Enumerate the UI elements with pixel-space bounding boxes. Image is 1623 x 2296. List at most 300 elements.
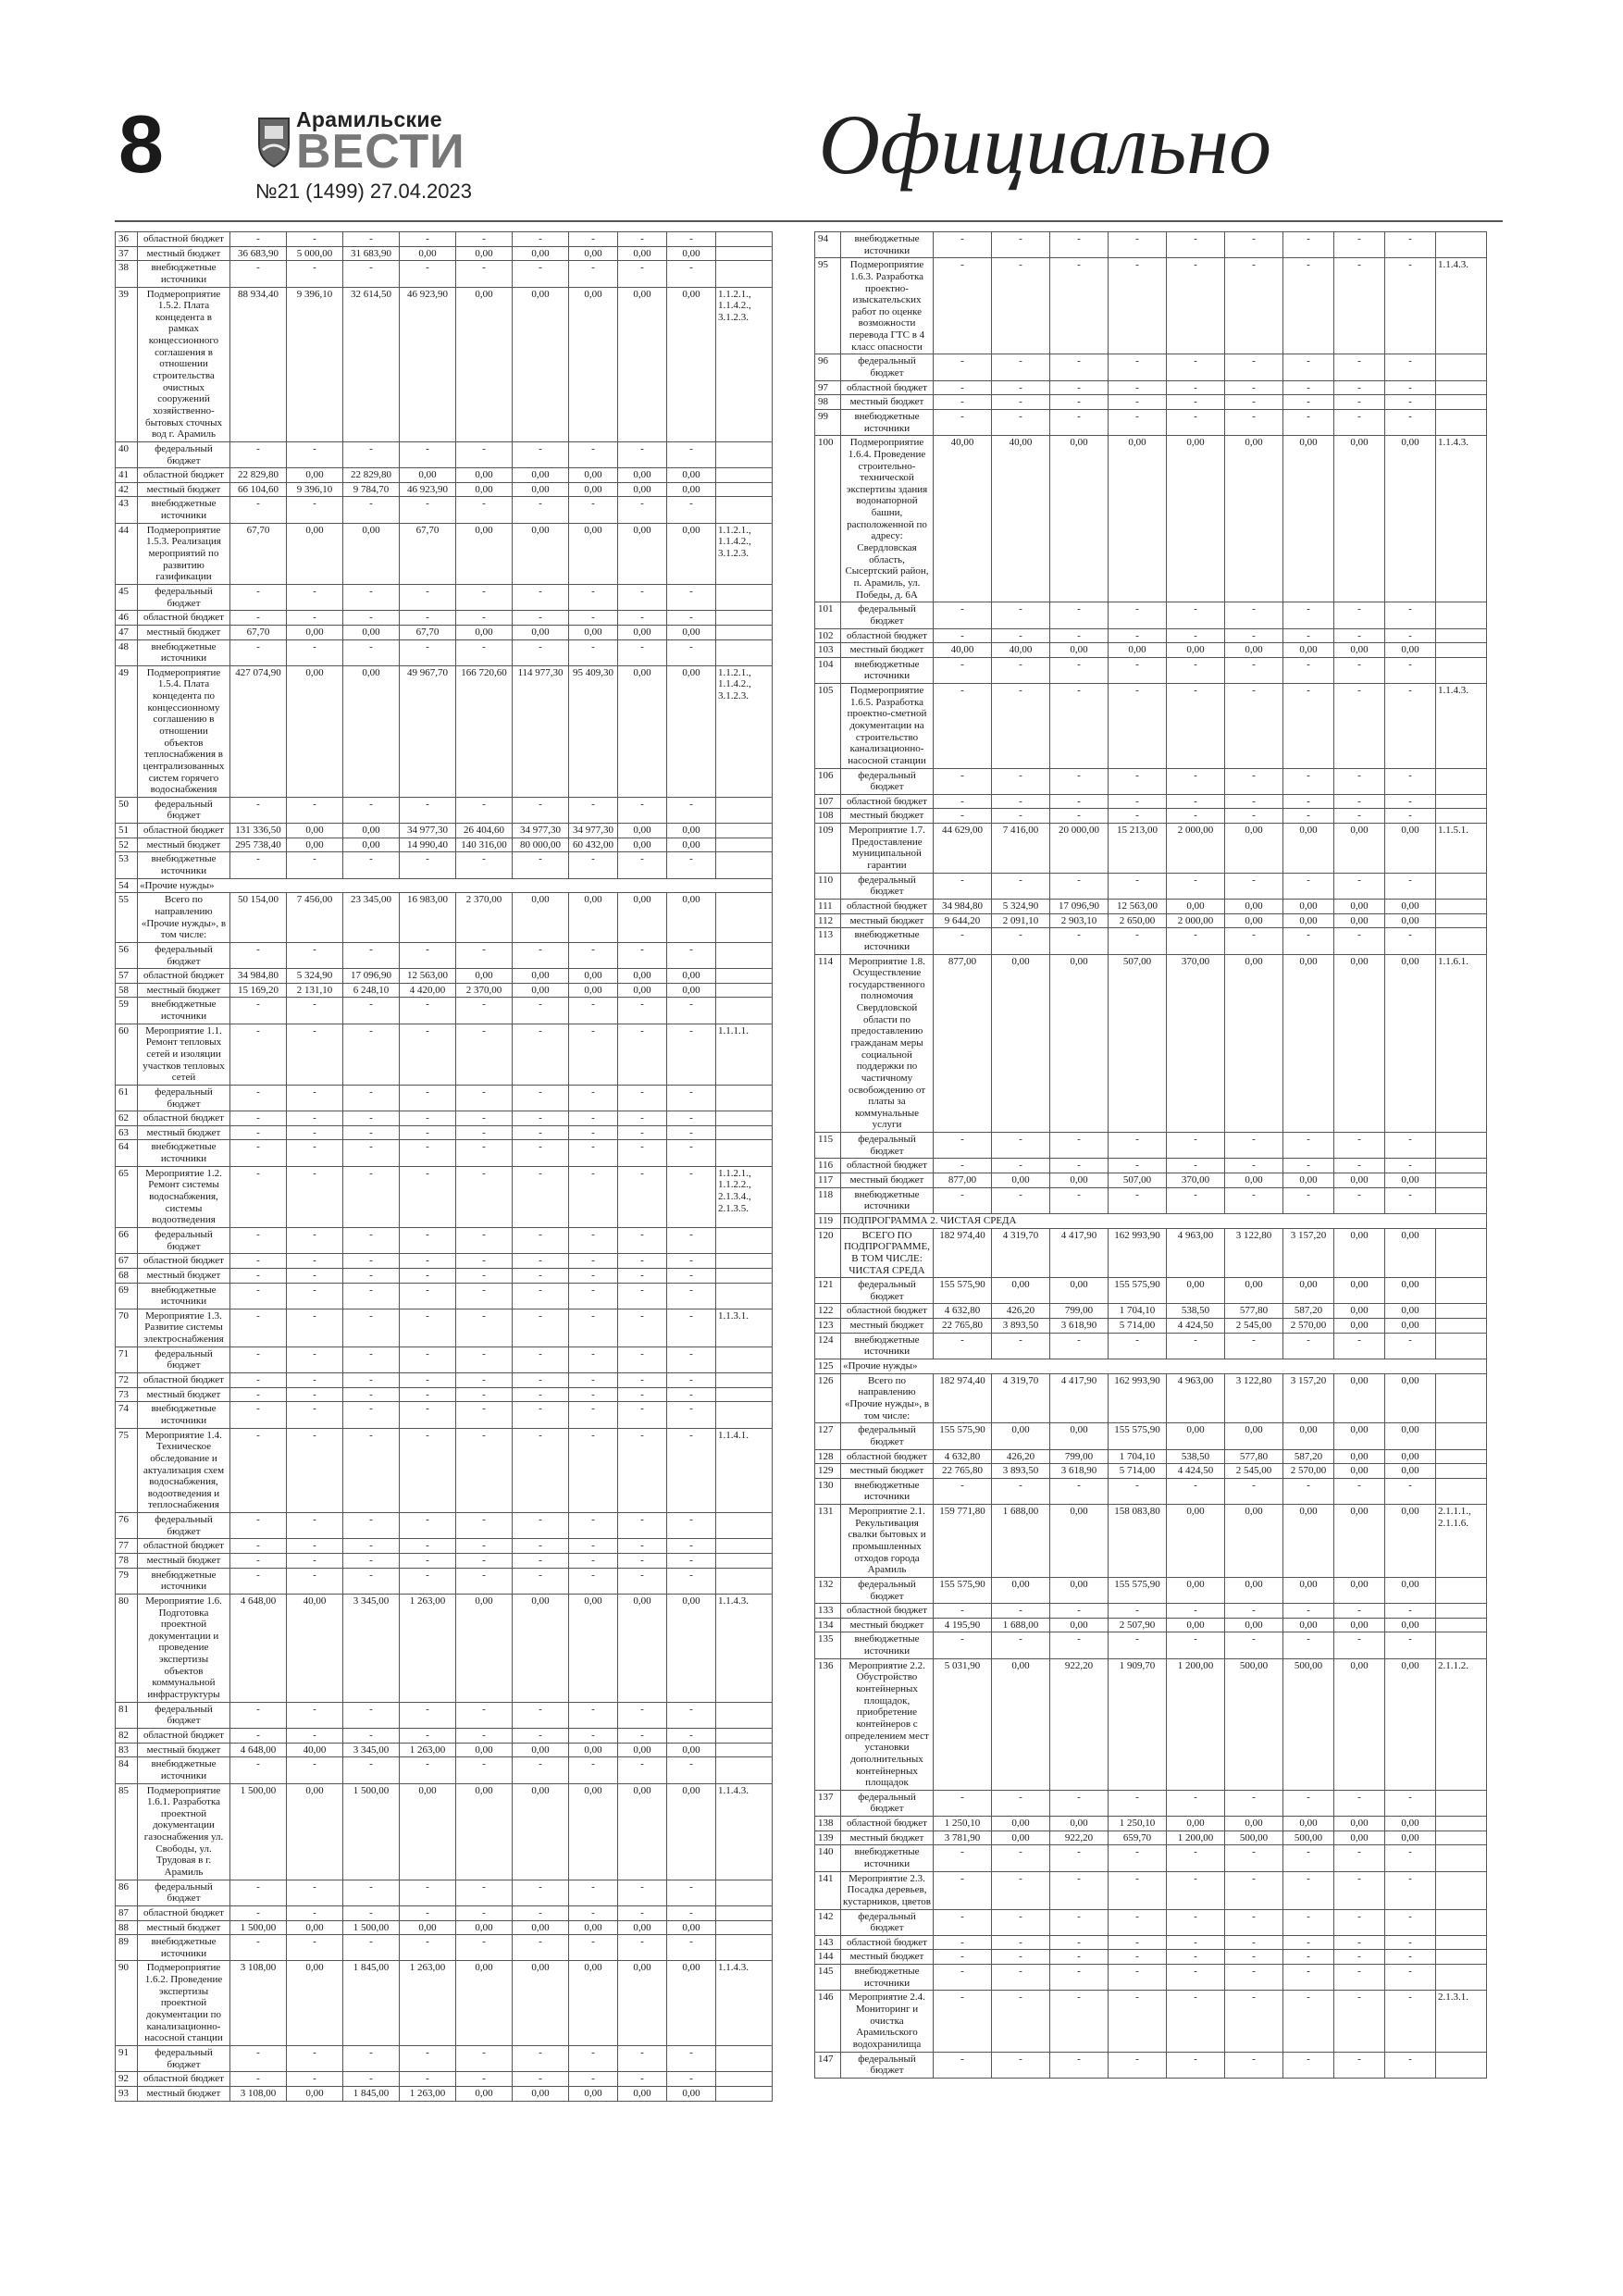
value-cell: 0,00	[618, 1743, 667, 1757]
value-cell: -	[1050, 1845, 1109, 1871]
row-number: 100	[815, 436, 841, 602]
value-cell: -	[934, 602, 992, 628]
value-cell: 34 977,30	[513, 824, 569, 838]
value-cell: -	[1334, 602, 1385, 628]
city-emblem-icon	[255, 113, 292, 168]
value-cell: 2 903,10	[1050, 913, 1109, 928]
value-cell: 2 370,00	[456, 983, 513, 998]
row-label: местный бюджет	[841, 1618, 934, 1632]
table-row	[116, 1743, 773, 1757]
table-row	[116, 824, 773, 838]
table-row	[815, 1173, 1487, 1188]
value-cell: -	[400, 1568, 456, 1594]
row-label: местный бюджет	[138, 246, 230, 261]
row-label: федеральный бюджет	[138, 1702, 230, 1728]
target-indicator-cell	[716, 1387, 773, 1402]
value-cell: 0,00	[1283, 1618, 1334, 1632]
value-cell: -	[230, 2072, 287, 2087]
value-cell: -	[230, 261, 287, 287]
row-number: 131	[815, 1505, 841, 1578]
value-cell: -	[343, 1880, 400, 1905]
value-cell: -	[1283, 1604, 1334, 1619]
value-cell: -	[1225, 354, 1283, 380]
value-cell: -	[1109, 1935, 1167, 1950]
value-cell: -	[1225, 380, 1283, 395]
value-cell: -	[667, 1166, 716, 1227]
value-cell: -	[400, 261, 456, 287]
value-cell: 1 845,00	[343, 1961, 400, 2045]
value-cell: 1 263,00	[400, 1594, 456, 1702]
target-indicator-cell	[1436, 928, 1487, 954]
value-cell: -	[569, 1513, 618, 1539]
table-row	[116, 893, 773, 943]
table-row	[815, 1790, 1487, 1816]
value-cell: -	[1109, 628, 1167, 643]
value-cell: 0,00	[456, 482, 513, 497]
value-cell: -	[1225, 395, 1283, 410]
value-cell: -	[1167, 873, 1225, 899]
table-row	[815, 1658, 1487, 1790]
row-label: областной бюджет	[841, 794, 934, 809]
value-cell: 799,00	[1050, 1449, 1109, 1464]
value-cell: 0,00	[456, 1743, 513, 1757]
value-cell: 0,00	[513, 1743, 569, 1757]
value-cell: -	[992, 232, 1050, 258]
value-cell: 0,00	[1050, 1817, 1109, 1831]
target-indicator-cell	[716, 1702, 773, 1728]
value-cell: 0,00	[1334, 899, 1385, 913]
value-cell: -	[400, 797, 456, 823]
target-indicator-cell	[1436, 1187, 1487, 1213]
row-number: 135	[815, 1632, 841, 1658]
row-label: внебюджетные источники	[841, 1478, 934, 1504]
value-cell: -	[400, 1166, 456, 1227]
value-cell: 0,00	[400, 468, 456, 483]
value-cell: -	[569, 1227, 618, 1253]
value-cell: -	[1225, 768, 1283, 794]
value-cell: -	[569, 1387, 618, 1402]
value-cell: 0,00	[1385, 954, 1436, 1133]
value-cell: -	[400, 1880, 456, 1905]
row-label: местный бюджет	[138, 838, 230, 852]
value-cell: 22 829,80	[343, 468, 400, 483]
row-number: 127	[815, 1423, 841, 1449]
table-row	[815, 1817, 1487, 1831]
value-cell: -	[1385, 2052, 1436, 2078]
value-cell: -	[618, 1347, 667, 1372]
value-cell: 0,00	[1167, 1817, 1225, 1831]
value-cell: 34 984,80	[934, 899, 992, 913]
value-cell: -	[230, 1880, 287, 1905]
value-cell: 0,00	[569, 468, 618, 483]
value-cell: 2 545,00	[1225, 1464, 1283, 1479]
value-cell: -	[1050, 2052, 1109, 2078]
value-cell: -	[992, 1845, 1050, 1871]
row-label: федеральный бюджет	[841, 1423, 934, 1449]
row-label: местный бюджет	[138, 1268, 230, 1283]
value-cell: -	[992, 657, 1050, 683]
value-cell: 0,00	[618, 824, 667, 838]
value-cell: -	[287, 261, 343, 287]
value-cell: 0,00	[1334, 913, 1385, 928]
value-cell: 0,00	[1283, 1278, 1334, 1304]
value-cell: -	[1283, 1790, 1334, 1816]
table-row	[815, 436, 1487, 602]
value-cell: -	[230, 232, 287, 247]
table-row	[815, 1304, 1487, 1319]
value-cell: -	[569, 497, 618, 523]
value-cell: -	[513, 1935, 569, 1961]
value-cell: 0,00	[1283, 1577, 1334, 1603]
value-cell: -	[230, 797, 287, 823]
value-cell: -	[992, 1950, 1050, 1965]
value-cell: -	[1225, 1187, 1283, 1213]
value-cell: -	[1225, 1965, 1283, 1991]
row-number: 109	[815, 824, 841, 874]
value-cell: -	[456, 611, 513, 626]
value-cell: 922,20	[1050, 1831, 1109, 1845]
row-label: местный бюджет	[841, 1319, 934, 1334]
row-label: «Прочие нужды»	[841, 1359, 1487, 1374]
value-cell: -	[1334, 1187, 1385, 1213]
value-cell: -	[1225, 809, 1283, 824]
value-cell: -	[287, 1227, 343, 1253]
row-label: федеральный бюджет	[138, 1347, 230, 1372]
value-cell: 3 781,90	[934, 1831, 992, 1845]
row-number: 99	[815, 409, 841, 435]
row-label: местный бюджет	[138, 482, 230, 497]
value-cell: -	[1283, 1333, 1334, 1359]
value-cell: 0,00	[667, 983, 716, 998]
value-cell: -	[667, 1140, 716, 1166]
row-number: 98	[815, 395, 841, 410]
budget-table-left	[115, 231, 773, 2102]
row-number: 75	[116, 1428, 138, 1512]
value-cell: 0,00	[513, 287, 569, 441]
value-cell: -	[400, 1373, 456, 1388]
value-cell: -	[934, 628, 992, 643]
value-cell: 370,00	[1167, 954, 1225, 1133]
value-cell: -	[513, 2072, 569, 2087]
value-cell: -	[513, 1728, 569, 1743]
row-label: местный бюджет	[138, 1553, 230, 1568]
table-row	[116, 523, 773, 584]
value-cell: -	[287, 1254, 343, 1269]
row-label: внебюджетные источники	[138, 261, 230, 287]
value-cell: 66 104,60	[230, 482, 287, 497]
value-cell: 0,00	[569, 1920, 618, 1935]
value-cell: -	[456, 1309, 513, 1347]
value-cell: -	[1385, 354, 1436, 380]
row-label: внебюджетные источники	[138, 639, 230, 665]
value-cell: -	[1334, 2052, 1385, 2078]
value-cell: 0,00	[1167, 1423, 1225, 1449]
value-cell: -	[569, 1166, 618, 1227]
table-row	[815, 1577, 1487, 1603]
value-cell: -	[230, 852, 287, 878]
value-cell: 0,00	[1167, 899, 1225, 913]
value-cell: -	[456, 1568, 513, 1594]
row-number: 130	[815, 1478, 841, 1504]
row-label: федеральный бюджет	[841, 1278, 934, 1304]
value-cell: -	[618, 1568, 667, 1594]
value-cell: -	[513, 942, 569, 968]
value-cell: 0,00	[992, 1658, 1050, 1790]
row-number: 52	[116, 838, 138, 852]
value-cell: 4 963,00	[1167, 1373, 1225, 1423]
row-number: 80	[116, 1594, 138, 1702]
value-cell: 155 575,90	[1109, 1423, 1167, 1449]
value-cell: 500,00	[1225, 1658, 1283, 1790]
value-cell: 0,00	[667, 468, 716, 483]
value-cell: 95 409,30	[569, 665, 618, 797]
row-number: 123	[815, 1319, 841, 1334]
value-cell: -	[569, 1347, 618, 1372]
target-indicator-cell: 1.1.4.3.	[1436, 684, 1487, 768]
value-cell: -	[513, 998, 569, 1024]
row-label: областной бюджет	[138, 1373, 230, 1388]
table-row	[116, 1268, 773, 1283]
value-cell: -	[667, 1935, 716, 1961]
value-cell: 3 108,00	[230, 1961, 287, 2045]
value-cell: 0,00	[1167, 1505, 1225, 1578]
value-cell: -	[667, 1254, 716, 1269]
value-cell: -	[618, 1085, 667, 1111]
row-label: внебюджетные источники	[138, 1402, 230, 1428]
value-cell: 0,00	[618, 1783, 667, 1880]
value-cell: -	[1109, 1950, 1167, 1965]
value-cell: -	[618, 1309, 667, 1347]
value-cell: -	[618, 1553, 667, 1568]
value-cell: -	[1385, 380, 1436, 395]
value-cell: -	[287, 1905, 343, 1920]
row-number: 121	[815, 1278, 841, 1304]
row-number: 56	[116, 942, 138, 968]
value-cell: -	[569, 1905, 618, 1920]
value-cell: -	[287, 1553, 343, 1568]
value-cell: -	[230, 1111, 287, 1126]
value-cell: -	[1167, 409, 1225, 435]
value-cell: -	[287, 852, 343, 878]
value-cell: -	[992, 873, 1050, 899]
value-cell: 426,20	[992, 1449, 1050, 1464]
value-cell: 0,00	[1385, 1373, 1436, 1423]
value-cell: -	[1334, 232, 1385, 258]
value-cell: -	[513, 1428, 569, 1512]
value-cell: -	[513, 1568, 569, 1594]
target-indicator-cell	[1436, 1278, 1487, 1304]
value-cell: -	[1167, 1604, 1225, 1619]
target-indicator-cell	[716, 611, 773, 626]
value-cell: 34 984,80	[230, 969, 287, 984]
value-cell: 0,00	[1334, 1449, 1385, 1464]
value-cell: -	[1109, 768, 1167, 794]
value-cell: -	[569, 852, 618, 878]
value-cell: 0,00	[1385, 1618, 1436, 1632]
value-cell: -	[992, 1187, 1050, 1213]
row-label: областной бюджет	[138, 611, 230, 626]
value-cell: 0,00	[1334, 1577, 1385, 1603]
row-number: 65	[116, 1166, 138, 1227]
value-cell: -	[667, 1568, 716, 1594]
value-cell: -	[1225, 1950, 1283, 1965]
table-row	[815, 913, 1487, 928]
value-cell: -	[1109, 1604, 1167, 1619]
target-indicator-cell	[1436, 1817, 1487, 1831]
target-indicator-cell	[716, 482, 773, 497]
value-cell: -	[1225, 1909, 1283, 1935]
value-cell: 0,00	[667, 665, 716, 797]
value-cell: -	[1050, 1632, 1109, 1658]
target-indicator-cell	[716, 1935, 773, 1961]
value-cell: -	[618, 261, 667, 287]
value-cell: -	[934, 2052, 992, 2078]
table-row	[815, 1909, 1487, 1935]
value-cell: -	[230, 1935, 287, 1961]
value-cell: 0,00	[667, 969, 716, 984]
value-cell: 587,20	[1283, 1304, 1334, 1319]
value-cell: -	[287, 1347, 343, 1372]
value-cell: -	[1225, 794, 1283, 809]
row-number: 118	[815, 1187, 841, 1213]
value-cell: 538,50	[1167, 1449, 1225, 1464]
value-cell: -	[1334, 1333, 1385, 1359]
target-indicator-cell	[1436, 1133, 1487, 1159]
value-cell: -	[513, 1125, 569, 1140]
target-indicator-cell	[1436, 1373, 1487, 1423]
target-indicator-cell: 1.1.5.1.	[1436, 824, 1487, 874]
value-cell: 0,00	[618, 523, 667, 584]
row-label: местный бюджет	[841, 1464, 934, 1479]
value-cell: 0,00	[1334, 436, 1385, 602]
table-row	[815, 1333, 1487, 1359]
value-cell: 0,00	[456, 246, 513, 261]
value-cell: 158 083,80	[1109, 1505, 1167, 1578]
value-cell: -	[343, 261, 400, 287]
value-cell: -	[667, 584, 716, 610]
value-cell: -	[400, 1268, 456, 1283]
value-cell: -	[456, 261, 513, 287]
value-cell: -	[1385, 1965, 1436, 1991]
table-row	[815, 1950, 1487, 1965]
value-cell: -	[456, 1553, 513, 1568]
value-cell: -	[667, 1347, 716, 1372]
row-number: 37	[116, 246, 138, 261]
value-cell: -	[287, 611, 343, 626]
value-cell: -	[667, 2072, 716, 2087]
value-cell: 0,00	[1225, 436, 1283, 602]
row-number: 92	[116, 2072, 138, 2087]
value-cell: 0,00	[1334, 1464, 1385, 1479]
row-number: 43	[116, 497, 138, 523]
value-cell: -	[1385, 1790, 1436, 1816]
target-indicator-cell: 1.1.4.3.	[1436, 436, 1487, 602]
table-row	[815, 1632, 1487, 1658]
table-row	[815, 954, 1487, 1133]
row-number: 133	[815, 1604, 841, 1619]
value-cell: -	[569, 1309, 618, 1347]
value-cell: 0,00	[1334, 1658, 1385, 1790]
value-cell: -	[1050, 354, 1109, 380]
row-number: 119	[815, 1213, 841, 1228]
value-cell: 1 263,00	[400, 2086, 456, 2101]
value-cell: -	[230, 1757, 287, 1783]
value-cell: 4 420,00	[400, 983, 456, 998]
value-cell: 3 108,00	[230, 2086, 287, 2101]
value-cell: -	[230, 611, 287, 626]
table-row	[815, 1935, 1487, 1950]
value-cell: -	[1109, 1790, 1167, 1816]
target-indicator-cell	[716, 1111, 773, 1126]
value-cell: -	[1050, 1950, 1109, 1965]
value-cell: 0,00	[456, 287, 513, 441]
value-cell: -	[513, 1880, 569, 1905]
value-cell: 1 704,10	[1109, 1449, 1167, 1464]
value-cell: 5 714,00	[1109, 1464, 1167, 1479]
row-number: 73	[116, 1387, 138, 1402]
row-number: 110	[815, 873, 841, 899]
table-row	[116, 1783, 773, 1880]
value-cell: -	[230, 998, 287, 1024]
value-cell: -	[1334, 928, 1385, 954]
value-cell: -	[618, 1757, 667, 1783]
row-label: федеральный бюджет	[138, 1513, 230, 1539]
row-label: федеральный бюджет	[841, 1133, 934, 1159]
value-cell: -	[1225, 2052, 1283, 2078]
table-row	[116, 942, 773, 968]
target-indicator-cell	[1436, 1173, 1487, 1188]
value-cell: 0,00	[287, 468, 343, 483]
value-cell: 0,00	[1225, 643, 1283, 658]
target-indicator-cell	[716, 1539, 773, 1554]
row-number: 42	[116, 482, 138, 497]
row-number: 41	[116, 468, 138, 483]
row-label: федеральный бюджет	[138, 2045, 230, 2071]
value-cell: 1 250,10	[934, 1817, 992, 1831]
row-number: 114	[815, 954, 841, 1133]
value-cell: -	[1167, 354, 1225, 380]
value-cell: 4 417,90	[1050, 1373, 1109, 1423]
value-cell: -	[569, 1728, 618, 1743]
value-cell: -	[230, 1309, 287, 1347]
target-indicator-cell	[716, 797, 773, 823]
value-cell: -	[456, 1880, 513, 1905]
value-cell: 4 632,80	[934, 1304, 992, 1319]
target-indicator-cell	[716, 468, 773, 483]
value-cell: 0,00	[456, 1961, 513, 2045]
value-cell: -	[618, 611, 667, 626]
value-cell: 3 345,00	[343, 1594, 400, 1702]
value-cell: -	[1385, 258, 1436, 354]
value-cell: -	[343, 1309, 400, 1347]
value-cell: -	[343, 441, 400, 467]
row-label: местный бюджет	[138, 1387, 230, 1402]
value-cell: -	[343, 942, 400, 968]
value-cell: -	[400, 2072, 456, 2087]
value-cell: 0,00	[618, 1920, 667, 1935]
row-number: 108	[815, 809, 841, 824]
value-cell: -	[934, 768, 992, 794]
row-number: 126	[815, 1373, 841, 1423]
target-indicator-cell	[1436, 794, 1487, 809]
row-number: 40	[116, 441, 138, 467]
table-row	[815, 1505, 1487, 1578]
row-number: 38	[116, 261, 138, 287]
value-cell: -	[1109, 794, 1167, 809]
row-label: федеральный бюджет	[138, 797, 230, 823]
value-cell: 3 122,80	[1225, 1373, 1283, 1423]
row-number: 112	[815, 913, 841, 928]
